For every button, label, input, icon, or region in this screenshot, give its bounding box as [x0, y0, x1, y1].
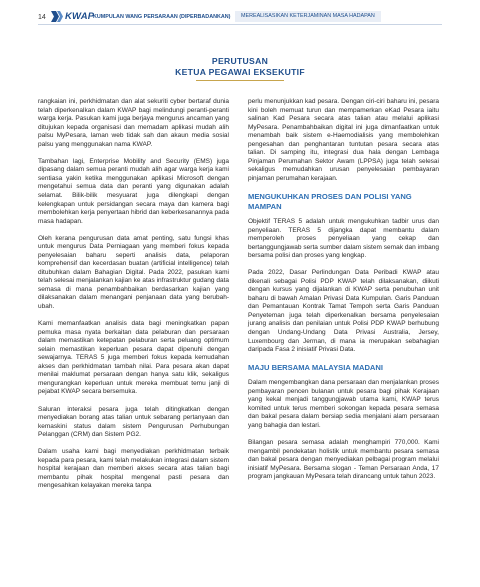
header-tagline: MEREALISASIKAN KETERJAMINAN MASA HADAPAN — [235, 11, 381, 22]
paragraph: Dalam mengembangkan dana persaraan dan menjalankan proses pembayaran pencen bulanan untuk pesara bagi pihak Kerajaan yang kekal menjadi tanggungjawab utama kami, KWAP terus komited untuk terus memberi sokongan kepada pesara semasa dan bakal pesara dalam bersiap sedia menjalani alam persaraan yang bahagia dan lestari. — [248, 379, 439, 429]
paragraph: Objektif TERAS 5 adalah untuk mengukuhkan tadbir urus dan penyeliaan. TERAS 5 dijangka dapat membantu dalam memperoleh proses penyeliaan yang cekap dan bertanggungjawab serta sumber dalam sistem semak dan imbang bersama polisi dan proses yang lengkap. — [248, 217, 439, 260]
paragraph: perlu menunjukkan kad pesara. Dengan ciri-ciri baharu ini, pesara kini boleh memuat turun dan mempamerkan eKad Pesara iaitu salinan Kad Pesara secara atas talian atau melalui aplikasi MyPesara. Penambahbaikan digital ini juga dimanfaatkan untuk menambah baik sistem e-Haemodialisis yang membolehkan pengesahan dan penghantaran tuntutan pesara secara atas talian. Di samping itu, integrasi dua hala dengan Lembaga Pinjaman Perumahan Sektor Awam (LPPSA) juga telah selesai sekaligus memudahkan urusan penyelesaian pembayaran pinjaman perumahan kerajaan. — [248, 98, 439, 182]
paragraph: Bilangan pesara semasa adalah menghampiri 770,000. Kami mengambil pendekatan holistik untuk membantu pesara semasa dan bakal pesara dengan menyediakan pelbagai program melalui inisiatif MyPesara. Bersama slogan - Teman Persaraan Anda, 17 program jangkauan MyPesara telah dirancang untuk tahun 2023. — [248, 438, 439, 481]
kwap-logo-mark-icon — [51, 11, 64, 22]
paragraph: Tambahan lagi, Enterprise Mobility and Security (EMS) juga dipasang dalam semua peranti mudah alih agar warga kerja kami sentiasa yakin ketika menggunakan aplikasi Microsoft dengan mengetahui semua data dan peranti yang digunakan adalah selamat. Bilik-bilik mesyuarat juga dilengkapi dengan kelengkapan untuk persidangan secara maya dan kamera bagi membolehkan kerja penyertaan hibrid dan keberkesanannya pada masa hadapan. — [38, 157, 229, 225]
header-divider — [38, 24, 442, 25]
paragraph: Pada 2022, Dasar Perlindungan Data Peribadi KWAP atau dikenali sebagai Polisi PDP KWAP telah dilaksanakan, diikuti dengan kursus yang dijalankan di KWAP serta penubuhan unit baharu di bawah Amalan Privasi Data Kumpulan. Garis Panduan dan Pemantauan Kontrak Tamat Tempoh serta Garis Panduan Penyeteman juga telah diperkenalkan bersama penyelesaian jurang analisis dan penilaian untuk Polisi PDP KWAP berhubung dengan Undang-Undang Data Privasi Australia, Jersey, Luxembourg dan Jerman, di mana ia merupakan sebahagian daripada Fasa 2 inisiatif Privasi Data. — [248, 269, 439, 354]
organization-name: KUMPULAN WANG PERSARAAN (DIPERBADANKAN) — [93, 14, 231, 20]
paragraph: Oleh kerana pengurusan data amat penting, satu fungsi khas untuk mengurus Data Perniagaan yang memberi fokus kepada penyelesaian baharu seperti analisis data, pelaporan komprehensif dan kecerdasan buatan (artificial intelligence) telah ditubuhkan dalam Bahagian Digital. Pada 2022, pasukan kami telah selesai menjalankan kajian ke atas infrastruktur gudang data semasa di mana penambahbaikan berdasarkan kajian yang dilaksanakan dalam menangani penjanaan data yang berubah-ubah. — [38, 234, 229, 311]
kwap-logo-text: KWAP — [65, 10, 95, 22]
page-header — [0, 0, 480, 30]
subheading-processes-policies: MENGUKUHKAN PROSES DAN POLISI YANG MAMPAN — [248, 191, 412, 211]
paragraph: Kami memanfaatkan analisis data bagi meningkatkan papan pemuka masa nyata berkaitan data pelaburan dan persaraan dalam memastikan ketepatan pelaburan serta peluang optimum selain memastikan keperluan pesara dapat dipenuhi dengan sewajarnya. TERAS 5 juga memberi fokus kepada kemudahan akses dan perkhidmatan tambah nilai. Para pesara akan dapat menilai maklumat persaraan dengan hanya satu klik, sekaligus mengurangkan keperluan untuk mereka membuat temu janji di pejabat KWAP secara bersemuka. — [38, 320, 229, 396]
paragraph: Dalam usaha kami bagi menyediakan perkhidmatan terbaik kepada para pesara, kami telah melakukan integrasi dalam sistem hospital kerajaan dan memberi akses secara atas talian bagi membantu pihak hospital mengenal pasti pesara dan mengesahkan kelayakan mereka tanpa — [38, 448, 229, 490]
title-underline — [196, 80, 284, 81]
section-title-line2: KETUA PEGAWAI EKSEKUTIF — [175, 67, 305, 77]
subheading-malaysia-madani: MAJU BERSAMA MALAYSIA MADANI — [248, 363, 384, 373]
left-column — [38, 98, 229, 499]
paragraph: rangkaian ini, perkhidmatan dan alat sekuriti cyber bertaraf dunia telah diperkenalkan dalam KWAP bagi melindungi peranti-peranti warga kerja. Pasukan kami juga berjaya mengurus ancaman yang ditujukan kepada organisasi dan memadam aplikasi mudah alih palsu MyPesara, laman web tidak sah dan akaun media sosial palsu yang menggunakan nama KWAP. — [38, 98, 229, 148]
page-number: 14 — [38, 14, 46, 21]
paragraph: Saluran interaksi pesara juga telah ditingkatkan dengan menyediakan borang atas talian untuk sebarang pertanyaan dan kemaskini status dalam sistem Pengurusan Perhubungan Pelanggan (CRM) dan Sistem PG2. — [38, 405, 229, 439]
right-column — [248, 98, 439, 490]
kwap-logo — [51, 9, 94, 23]
section-title-line1: PERUTUSAN — [211, 56, 269, 66]
section-title — [0, 56, 480, 78]
